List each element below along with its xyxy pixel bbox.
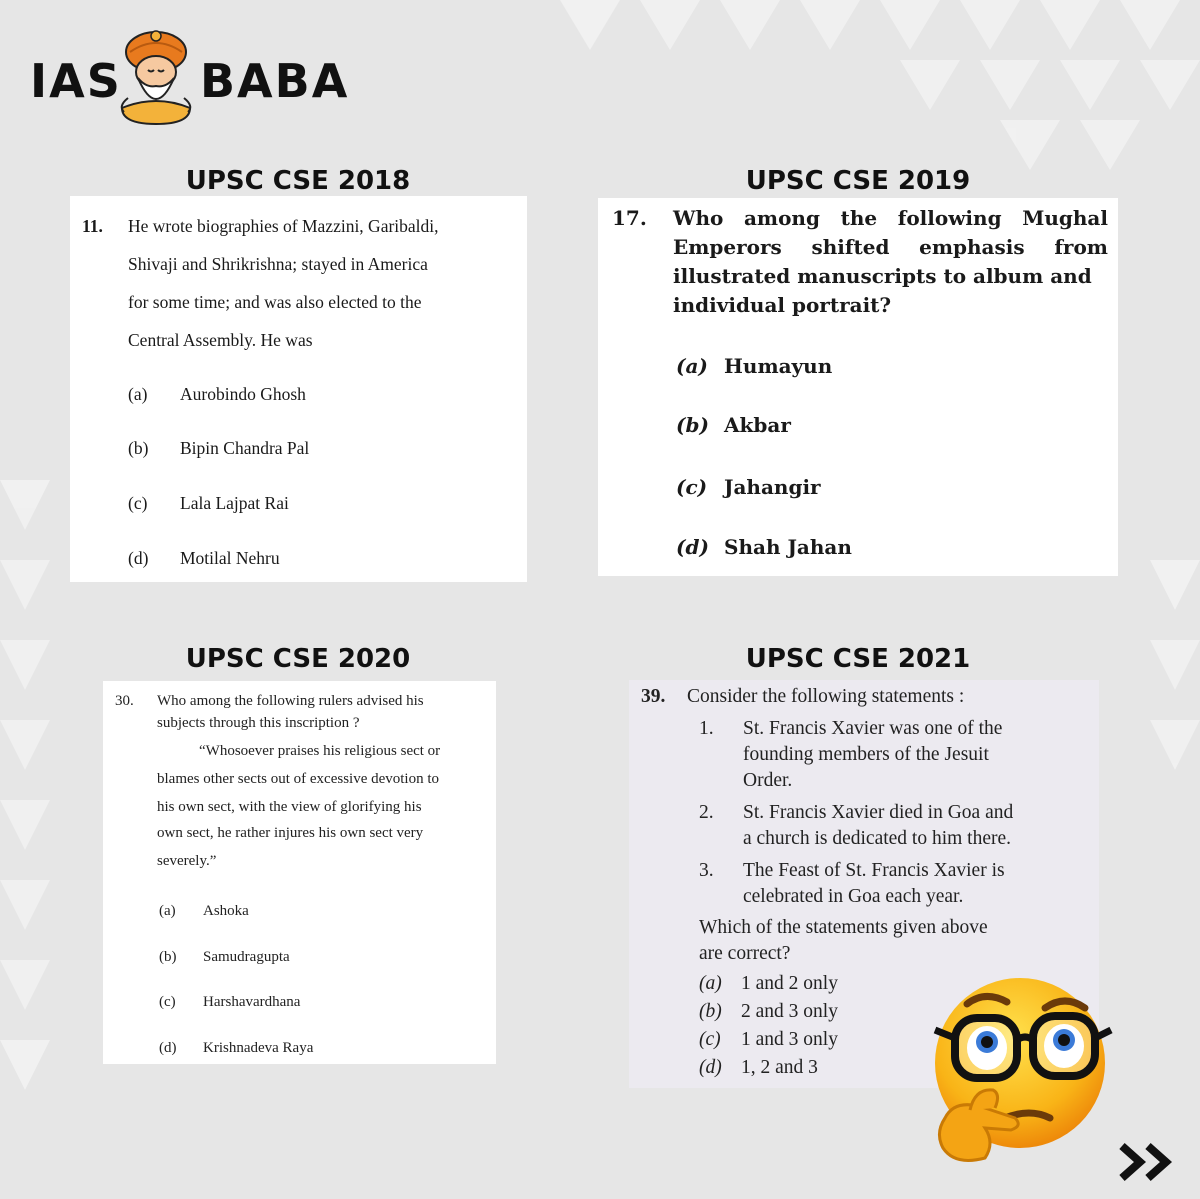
title-2019: UPSC CSE 2019 [745, 166, 971, 196]
question-line: illustrated manuscripts to album and [673, 264, 1092, 288]
option-label: (b) [159, 949, 177, 965]
option-label: (a) [159, 903, 176, 919]
option-text: 1, 2 and 3 [741, 1057, 818, 1078]
option-label: (c) [699, 1029, 721, 1050]
option-text: 1 and 2 only [741, 973, 838, 994]
option-text: Bipin Chandra Pal [180, 438, 310, 458]
option-label: (d) [128, 548, 149, 568]
statement-line: founding members of the Jesuit [743, 744, 989, 765]
option-text: Aurobindo Ghosh [180, 384, 306, 404]
logo-left-text: IAS [30, 54, 122, 108]
question-card-2018 [70, 196, 527, 582]
statement-line: a church is dedicated to him there. [743, 828, 1012, 849]
question-number: 17. [612, 206, 647, 230]
statement-line: celebrated in Goa each year. [743, 886, 964, 907]
question-line: He wrote biographies of Mazzini, Garibaldi, [128, 216, 439, 236]
option-text: Jahangir [724, 475, 821, 499]
statement-line: Order. [743, 770, 793, 791]
title-2021: UPSC CSE 2021 [745, 644, 971, 674]
option-label: (d) [699, 1057, 722, 1078]
title-2020: UPSC CSE 2020 [185, 644, 411, 674]
question-ask: are correct? [699, 943, 791, 964]
option-label: (c) [159, 994, 176, 1010]
option-label: (a) [128, 384, 148, 404]
ias-baba-logo [30, 30, 350, 120]
option-text: Ashoka [203, 903, 249, 919]
title-2018: UPSC CSE 2018 [185, 166, 411, 196]
option-text: Harshavardhana [203, 994, 301, 1010]
statement-number: 3. [699, 860, 714, 881]
question-card-2020 [103, 681, 496, 1064]
option-label: (c) [676, 475, 708, 499]
question-line: Emperors shifted emphasis from [673, 235, 1108, 259]
option-label: (a) [699, 973, 722, 994]
option-text: Akbar [724, 413, 791, 437]
statement-line: The Feast of St. Francis Xavier is [743, 860, 1005, 881]
option-text: Samudragupta [203, 949, 290, 965]
question-number: 11. [82, 216, 103, 236]
meditating-sage-icon [108, 28, 204, 128]
question-line: individual portrait? [673, 293, 892, 317]
option-label: (d) [159, 1040, 177, 1056]
statement-line: St. Francis Xavier died in Goa and [743, 802, 1014, 823]
question-line: for some time; and was also elected to the [128, 292, 422, 312]
quote-line: severely.” [157, 853, 217, 869]
logo-right-text: BABA [200, 54, 350, 108]
question-line: Central Assembly. He was [128, 330, 313, 350]
option-label: (b) [676, 413, 709, 437]
option-label: (d) [676, 535, 709, 559]
option-label: (b) [699, 1001, 722, 1022]
option-label: (a) [676, 354, 708, 378]
option-text: 2 and 3 only [741, 1001, 838, 1022]
quote-line: blames other sects out of excessive devotion to [157, 771, 440, 787]
question-stem: Consider the following statements : [687, 686, 965, 707]
option-text: Humayun [724, 354, 833, 378]
question-line: Shivaji and Shrikrishna; stayed in America [128, 254, 428, 274]
question-line: Who among the following Mughal [673, 206, 1108, 230]
option-text: Lala Lajpat Rai [180, 493, 289, 513]
option-label: (b) [128, 438, 149, 458]
statement-number: 1. [699, 718, 714, 739]
option-text: 1 and 3 only [741, 1029, 838, 1050]
thinking-face-with-glasses-icon [915, 968, 1115, 1168]
quote-line: own sect, he rather injures his own sect very [157, 825, 424, 841]
option-text: Motilal Nehru [180, 548, 280, 568]
question-number: 39. [641, 686, 666, 707]
statement-line: St. Francis Xavier was one of the [743, 718, 1003, 739]
double-chevron-right-icon[interactable] [1118, 1142, 1180, 1182]
question-line: Who among the following rulers advised his [157, 693, 424, 709]
question-line: subjects through this inscription ? [157, 715, 360, 731]
statement-number: 2. [699, 802, 714, 823]
option-label: (c) [128, 493, 148, 513]
question-ask: Which of the statements given above [699, 917, 988, 938]
question-card-2019 [598, 198, 1118, 576]
quote-line: his own sect, with the view of glorifying his [157, 799, 422, 815]
option-text: Shah Jahan [724, 535, 852, 559]
question-number: 30. [115, 693, 134, 709]
quote-line: “Whosoever praises his religious sect or [199, 743, 441, 759]
option-text: Krishnadeva Raya [203, 1040, 314, 1056]
